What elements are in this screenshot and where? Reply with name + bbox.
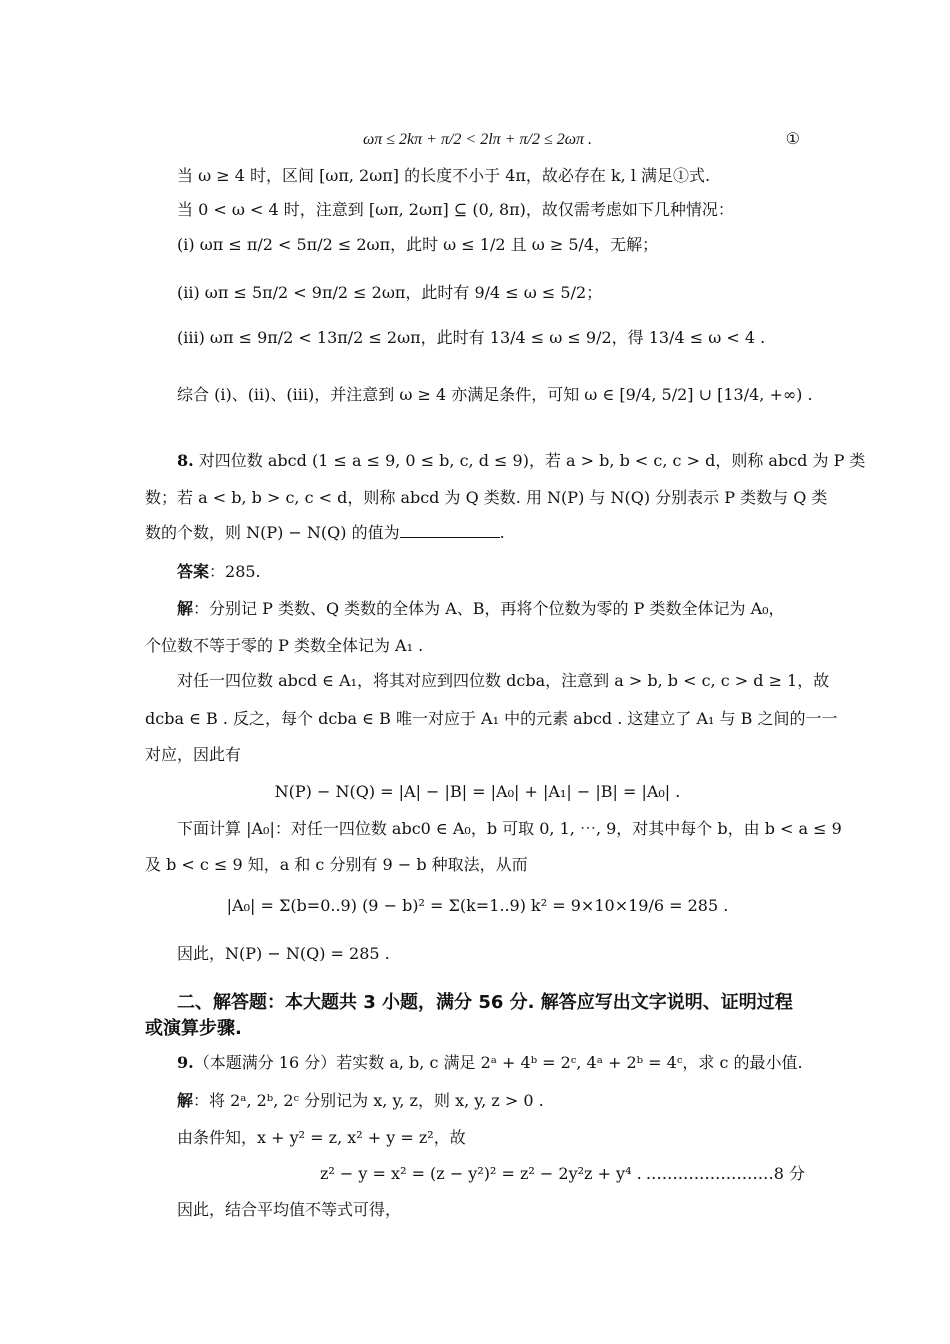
- equation-marker: ①: [785, 129, 800, 148]
- solution-label: 解: [177, 1091, 194, 1110]
- formula-text: ωπ ≤ 2kπ + π/2 < 2lπ + π/2 ≤ 2ωπ .: [362, 131, 593, 148]
- question-8-line: [145, 522, 810, 544]
- score-marker: ……………………8 分: [645, 1164, 805, 1183]
- solution-line: 因此，结合平均值不等式可得，: [177, 1200, 402, 1219]
- solution-line: 因此，N(P) − N(Q) = 285 .: [177, 944, 390, 963]
- solution-text: ：将 2ᵃ, 2ᵇ, 2ᶜ 分别记为 x, y, z，则 x, y, z > 0 .: [193, 1091, 544, 1110]
- section-heading: 或演算步骤.: [145, 1018, 242, 1039]
- solution-line: [177, 1090, 810, 1112]
- case-line: (ⅲ) ωπ ≤ 9π/2 < 13π/2 ≤ 2ωπ，此时有 13/4 ≤ ω ≤ 9/2，得 13/4 ≤ ω < 4 .: [177, 328, 766, 347]
- question-number: 9.: [177, 1053, 194, 1072]
- answer-label: 答案: [177, 562, 210, 581]
- solution-line: 对应，因此有: [145, 745, 242, 764]
- case-line: (ⅱ) ωπ ≤ 5π/2 < 9π/2 ≤ 2ωπ，此时有 9/4 ≤ ω ≤ 5/2；: [177, 283, 603, 302]
- text-line: 当 0 < ω < 4 时，注意到 [ωπ, 2ωπ] ⊆ (0, 8π)，故仅需考虑如下几种情况：: [177, 200, 734, 219]
- section-heading: 二、解答题：本大题共 3 小题，满分 56 分. 解答应写出文字说明、证明过程: [177, 992, 793, 1013]
- conclusion-line: 综合 (ⅰ)、(ⅱ)、(ⅲ)，并注意到 ω ≥ 4 亦满足条件，可知 ω ∈ [9/4, 5/2] ∪ [13/4, +∞) .: [177, 385, 813, 404]
- text-line: 当 ω ≥ 4 时，区间 [ωπ, 2ωπ] 的长度不小于 4π，故必存在 k, l 满足①式.: [177, 166, 711, 185]
- solution-line: [177, 598, 810, 620]
- answer-line: [177, 561, 810, 583]
- question-text: .: [499, 523, 505, 542]
- question-text: 数的个数，则 N(P) − N(Q) 的值为: [145, 523, 400, 542]
- formula-line: |A₀| = Σ(b=0..9) (9 − b)² = Σ(k=1..9) k² = 9×10×19/6 = 285 .: [226, 896, 729, 915]
- question-9-line: [177, 1052, 810, 1074]
- solution-line: 对任一四位数 abcd ∈ A₁，将其对应到四位数 dcba，注意到 a > b, b < c, c > d ≥ 1，故: [177, 671, 830, 690]
- solution-label: 解: [177, 599, 194, 618]
- solution-line: 个位数不等于零的 P 类数全体记为 A₁ .: [145, 636, 424, 655]
- solution-line: 及 b < c ≤ 9 知，a 和 c 分别有 9 − b 种取法，从而: [145, 855, 528, 874]
- question-number: 8.: [177, 451, 194, 470]
- question-8-line: [177, 450, 866, 472]
- solution-line: dcba ∈ B . 反之，每个 dcba ∈ B 唯一对应于 A₁ 中的元素 abcd . 这建立了 A₁ 与 B 之间的一一: [145, 709, 838, 728]
- formula-line: N(P) − N(Q) = |A| − |B| = |A₀| + |A₁| − |B| = |A₀| .: [274, 782, 681, 801]
- solution-text: ：分别记 P 类数、Q 类数的全体为 A、B，再将个位数为零的 P 类数全体记为 A₀，: [193, 599, 785, 618]
- solution-line: 由条件知，x + y² = z, x² + y = z²，故: [177, 1128, 466, 1147]
- solution-line: 下面计算 |A₀|：对任一四位数 abc0 ∈ A₀，b 可取 0, 1, ⋯, 9，对其中每个 b，由 b < a ≤ 9: [177, 819, 842, 838]
- question-8-line: 数；若 a < b, b > c, c < d，则称 abcd 为 Q 类数. 用 N(P) 与 N(Q) 分别表示 P 类数与 Q 类: [145, 488, 828, 507]
- answer-value: ：285.: [209, 562, 261, 581]
- answer-blank: [400, 523, 500, 538]
- formula-line: [145, 128, 810, 151]
- question-text: （本题满分 16 分）若实数 a, b, c 满足 2ᵃ + 4ᵇ = 2ᶜ, 4ᵃ + 2ᵇ = 4ᶜ，求 c 的最小值.: [193, 1053, 803, 1072]
- case-line: (ⅰ) ωπ ≤ π/2 < 5π/2 ≤ 2ωπ，此时 ω ≤ 1/2 且 ω ≥ 5/4，无解；: [177, 235, 659, 254]
- question-text: 对四位数 abcd (1 ≤ a ≤ 9, 0 ≤ b, c, d ≤ 9)，若 a > b, b < c, c > d，则称 abcd 为 P 类: [198, 451, 866, 470]
- formula-text: z² − y = x² = (z − y²)² = z² − 2y²z + y⁴ .: [320, 1164, 642, 1183]
